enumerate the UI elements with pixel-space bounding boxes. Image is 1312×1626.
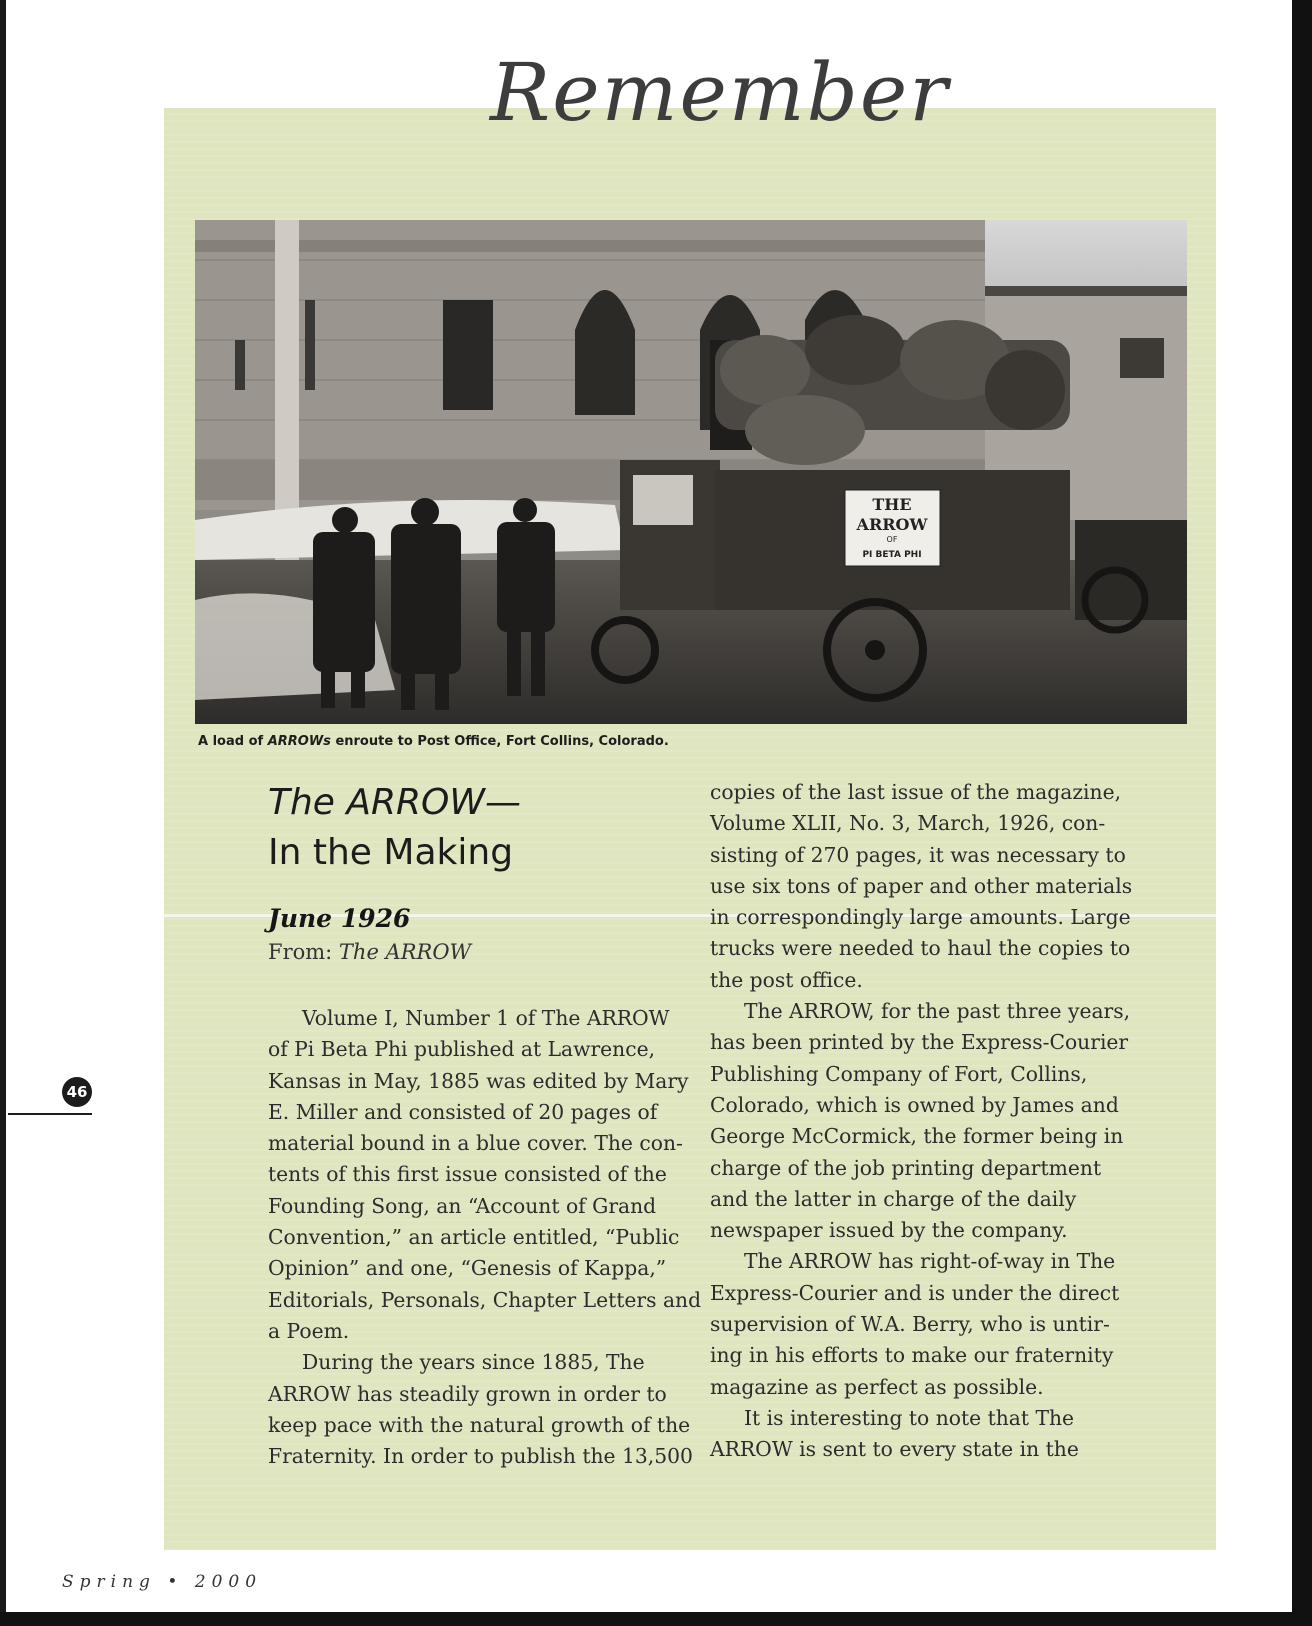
col2-line: The ARROW has right-of-way in The bbox=[744, 1249, 1116, 1274]
truck-sign-line3: OF bbox=[886, 535, 898, 544]
article-column-2 bbox=[710, 777, 1132, 1466]
col2-line: trucks were needed to haul the copies to bbox=[710, 936, 1131, 961]
col1-line: Kansas in May, 1885 was edited by Mary bbox=[268, 1068, 689, 1093]
col2-line: Colorado, which is owned by James and bbox=[710, 1092, 1119, 1117]
truck-sign-line1: THE bbox=[872, 495, 912, 514]
col2-line: Express-Courier and is under the direct bbox=[710, 1280, 1120, 1305]
photo-caption bbox=[198, 734, 958, 749]
col2-line: in correspondingly large amounts. Large bbox=[710, 905, 1131, 930]
col2-line: charge of the job printing department bbox=[710, 1155, 1102, 1180]
truck-sign-line4: PI BETA PHI bbox=[862, 550, 922, 560]
masthead-title: Remember bbox=[490, 46, 950, 139]
col2-line: magazine as perfect as possible. bbox=[710, 1374, 1044, 1399]
issue-footer: Spring • 2000 bbox=[62, 1572, 263, 1592]
col2-line: the post office. bbox=[710, 967, 863, 992]
col1-line: ARROW has steadily grown in order to bbox=[268, 1381, 667, 1406]
col1-line: keep pace with the natural growth of the bbox=[268, 1412, 691, 1437]
col2-line: supervision of W.A. Berry, who is untir- bbox=[710, 1312, 1110, 1337]
page-number-rule bbox=[8, 1113, 92, 1115]
truck-sign-line2: ARROW bbox=[856, 515, 928, 534]
headline-line-1: The ARROW— bbox=[268, 782, 521, 823]
col2-line: Publishing Company of Fort, Collins, bbox=[710, 1061, 1088, 1086]
col2-line: Volume XLII, No. 3, March, 1926, con- bbox=[710, 811, 1106, 836]
col2-line: It is interesting to note that The bbox=[744, 1405, 1075, 1430]
caption-emphasis: ARROWs bbox=[267, 734, 331, 749]
col2-line: ing in his efforts to make our fraternity bbox=[710, 1343, 1114, 1368]
col1-line: material bound in a blue cover. The con- bbox=[268, 1131, 683, 1156]
col1-line: Opinion” and one, “Genesis of Kappa,” bbox=[268, 1256, 667, 1281]
col1-line: Convention,” an article entitled, “Public bbox=[268, 1225, 680, 1250]
col1-line: During the years since 1885, The bbox=[302, 1350, 645, 1375]
col1-line: tents of this first issue consisted of the bbox=[268, 1162, 667, 1187]
col1-line: of Pi Beta Phi published at Lawrence, bbox=[268, 1037, 656, 1062]
headline-line-2: In the Making bbox=[268, 832, 514, 873]
source-title: The ARROW bbox=[338, 940, 472, 964]
page-edge-left bbox=[0, 0, 6, 1626]
page-edge-right bbox=[1292, 0, 1312, 1626]
archival-photo bbox=[195, 220, 1187, 724]
source-label: From: bbox=[268, 940, 339, 964]
col2-line: sisting of 270 pages, it was necessary to bbox=[710, 842, 1126, 867]
col2-line: copies of the last issue of the magazine, bbox=[710, 780, 1122, 804]
col2-line: The ARROW, for the past three years, bbox=[744, 999, 1131, 1024]
article-date: June 1926 bbox=[268, 904, 411, 933]
col2-line: ARROW is sent to every state in the bbox=[710, 1437, 1079, 1462]
col1-line: Founding Song, an “Account of Grand bbox=[268, 1193, 657, 1218]
col1-line: Editorials, Personals, Chapter Letters and bbox=[268, 1287, 702, 1312]
col1-line: Volume I, Number 1 of The ARROW bbox=[302, 1006, 670, 1030]
col2-line: and the latter in charge of the daily bbox=[710, 1186, 1077, 1211]
article-column-1 bbox=[268, 1003, 701, 1472]
col2-line: George McCormick, the former being in bbox=[710, 1124, 1124, 1149]
col1-line: E. Miller and consisted of 20 pages of bbox=[268, 1099, 658, 1124]
page-number-badge: 46 bbox=[62, 1077, 92, 1107]
masthead bbox=[490, 28, 950, 158]
col2-line: use six tons of paper and other materials bbox=[710, 873, 1133, 898]
col1-line: a Poem. bbox=[268, 1318, 350, 1343]
page-edge-bottom bbox=[0, 1612, 1312, 1626]
caption-prefix: A load of bbox=[198, 734, 268, 749]
col2-line: newspaper issued by the company. bbox=[710, 1218, 1068, 1243]
caption-suffix: enroute to Post Office, Fort Collins, Colorado. bbox=[330, 734, 669, 749]
col2-line: has been printed by the Express-Courier bbox=[710, 1030, 1129, 1055]
col1-line: Fraternity. In order to publish the 13,500 bbox=[268, 1444, 693, 1469]
article-headline bbox=[268, 778, 628, 878]
article-source bbox=[268, 940, 471, 964]
